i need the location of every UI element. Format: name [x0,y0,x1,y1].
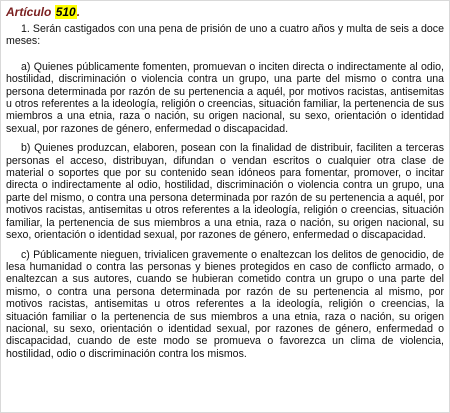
paragraph-gap [6,48,444,61]
article-heading [6,5,444,20]
article-number-highlight: 510 [55,5,76,19]
article-suffix: . [76,5,81,19]
paragraph-b: b) Quienes produzcan, elaboren, posean con la finalidad de distribuir, faciliten a terceras personas el acceso, distribuyan, difundan o vendan escritos o cualquier otra clase de material o soportes que por su contenido sean idóneos para fomentar, promover, o incitar directa o indirectamente al odio, hostilidad, discriminación o violencia contra un grupo, una parte del mismo, o contra una persona determinada por razón de su pertenencia a aquél, por motivos racistas, antisemitas u otros referentes a la ideología, religión o creencias, situación familiar, la pertenencia de sus miembros a una etnia, raza o nación, su origen nacional, su sexo, orientación o identidad sexual, por razones de género, enfermedad o discapacidad. [6,142,444,242]
paragraph-a: a) Quienes públicamente fomenten, promuevan o inciten directa o indirectamente al odio, hostilidad, discriminación o violencia contra un grupo, una parte del mismo o contra una persona determinada por razón de su pertenencia a aquél, por motivos racistas, antisemitas u otros referentes a la ideología, religión o creencias, situación familiar, la pertenencia de sus miembros a una etnia, raza o nación, su origen nacional, su sexo, orientación o identidad sexual, por razones de género, enfermedad o discapacidad. [6,60,444,135]
paragraph-gap [6,242,444,249]
paragraph-c: c) Públicamente nieguen, trivialicen gravemente o enaltezcan los delitos de genocidio, de lesa humanidad o contra las personas y bienes protegidos en caso de conflicto armado, o enaltezcan a sus autores, cuando se hubieran cometido contra un grupo o una parte del mismo, o contra una persona determinada por razón de su pertenencia al mismo, por motivos racistas, antisemitas u otros referentes a la ideología, religión o creencias, la situación familiar o la pertenencia de sus miembros a una etnia, raza o nación, su origen nacional, su sexo, orientación o identidad sexual, por razones de género, enfermedad o discapacidad, cuando de este modo se promueva o favorezca un clima de violencia, hostilidad, odio o discriminación contra los mismos. [6,248,444,360]
paragraph-gap [6,135,444,142]
article-prefix: Artículo [6,5,52,19]
paragraph-intro: 1. Serán castigados con una pena de prisión de uno a cuatro años y multa de seis a doce meses: [6,23,444,48]
